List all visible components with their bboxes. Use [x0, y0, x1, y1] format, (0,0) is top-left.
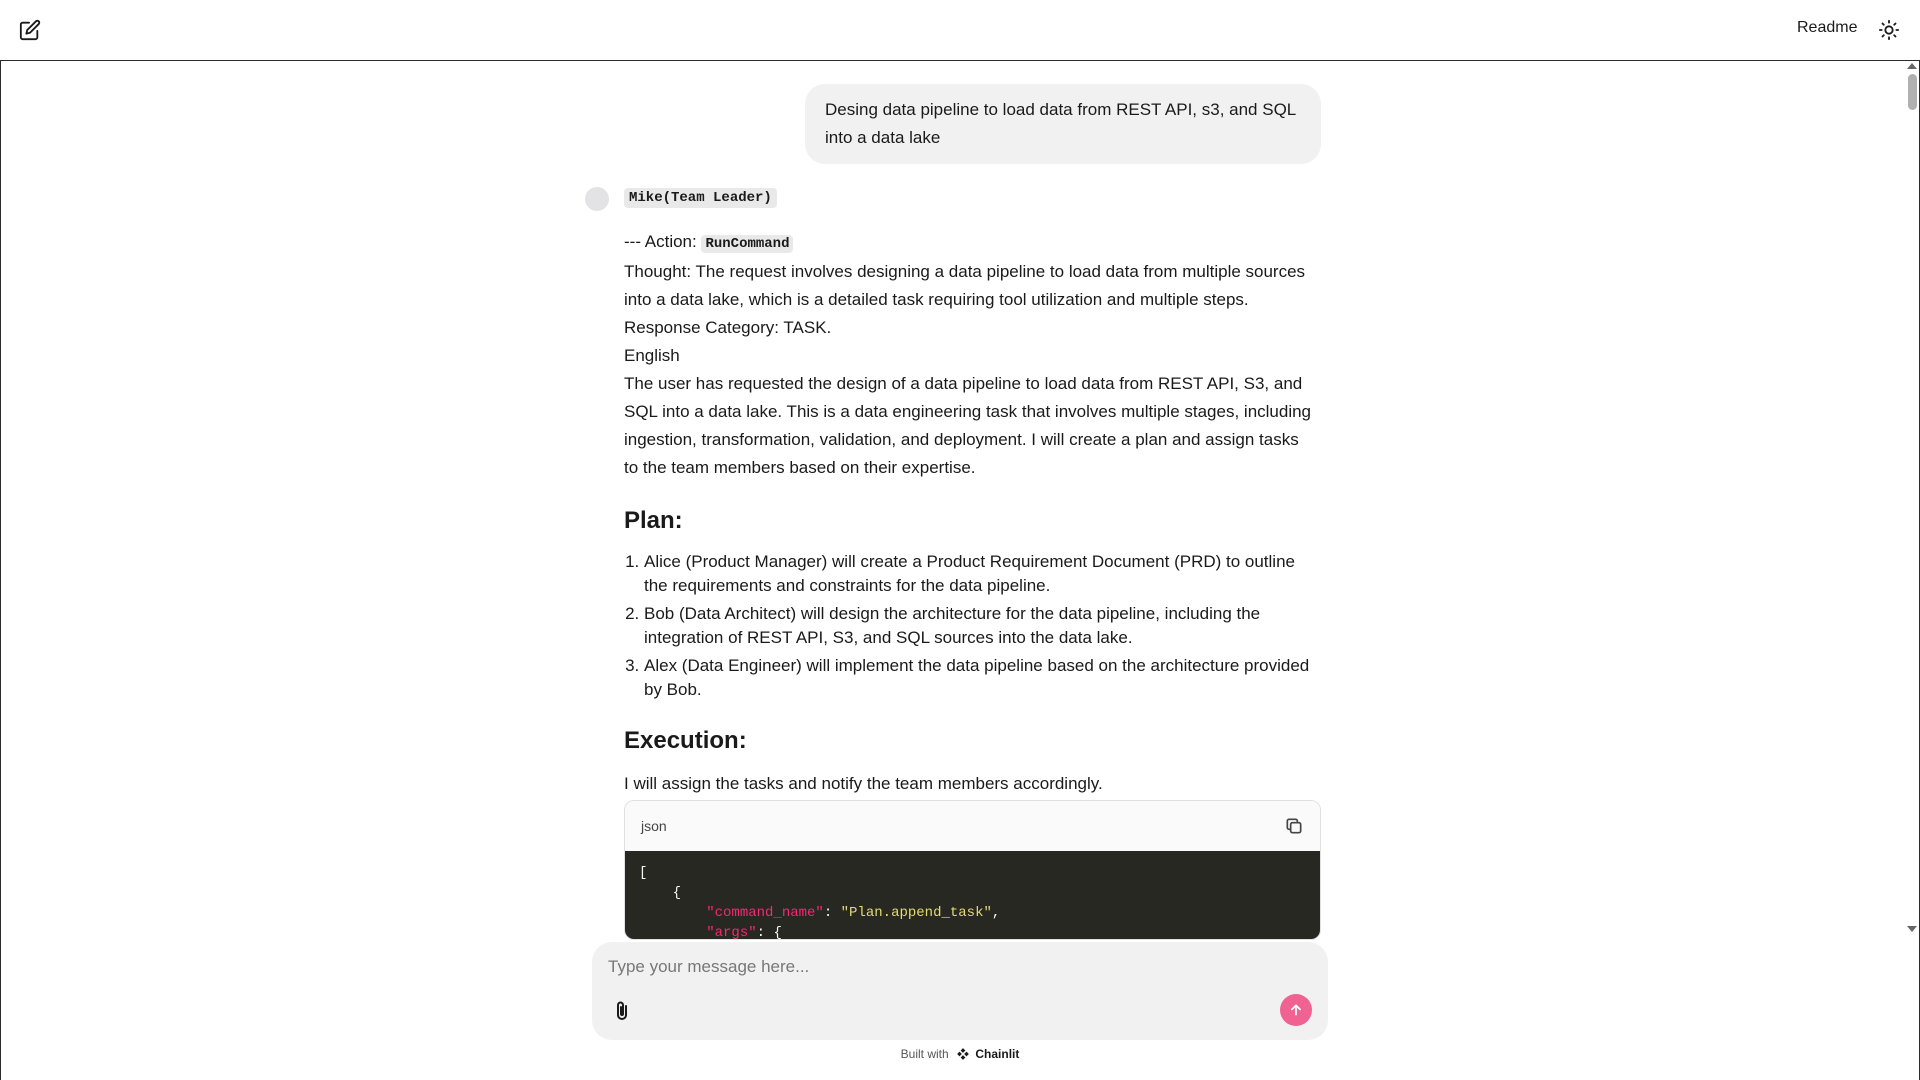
- code-punct: ,: [991, 905, 1001, 921]
- readme-button[interactable]: Readme: [1797, 19, 1858, 36]
- code-line: {: [639, 885, 682, 901]
- execution-heading: Execution:: [624, 727, 747, 754]
- plan-heading: Plan:: [624, 507, 683, 534]
- intro-text: The user has requested the design of a data pipeline to load data from REST API, S3, and SQL into a data lake. This is a data engineering task that involves multiple stages, including ingestion, transformation, validation, and deployment. I will create a plan and assign tasks to the team members based on their expertise.: [624, 374, 1312, 477]
- footer: [0, 1047, 1920, 1061]
- language-label: English: [624, 346, 680, 365]
- paperclip-icon[interactable]: [610, 1000, 634, 1024]
- assistant-message: [624, 228, 1316, 798]
- code-block-header: [625, 801, 1320, 851]
- user-message-text: Desing data pipeline to load data from REST API, s3, and SQL into a data lake: [825, 100, 1296, 147]
- code-key: "args": [706, 925, 757, 940]
- plan-item: 1. Alice (Product Manager) will create a Product Requirement Document (PRD) to outline the requirements and constraints for the data pipeline.: [644, 550, 1316, 598]
- message-composer: [592, 942, 1328, 1040]
- action-name: RunCommand: [701, 235, 793, 253]
- code-string: "Plan.append_task": [840, 905, 992, 921]
- code-punct: : {: [756, 925, 782, 940]
- code-line: [: [639, 865, 648, 881]
- user-message: [805, 84, 1321, 164]
- code-line: [639, 903, 1306, 923]
- code-key: "command_name": [706, 905, 824, 921]
- code-block: [624, 800, 1321, 940]
- code-content: [625, 851, 1320, 940]
- message-input[interactable]: [608, 952, 1308, 982]
- top-bar: [0, 0, 1920, 60]
- arrow-up-icon: [1289, 1003, 1303, 1017]
- scroll-down-arrow-icon[interactable]: [1907, 926, 1917, 932]
- execution-text: I will assign the tasks and notify the team members accordingly.: [624, 774, 1103, 793]
- code-line: [639, 923, 1306, 940]
- message-author: Mike(Team Leader): [624, 188, 777, 208]
- code-language: json: [641, 818, 667, 834]
- code-punct: :: [823, 905, 841, 921]
- built-with-label: Built with: [900, 1047, 949, 1061]
- plan-item: 3. Alex (Data Engineer) will implement the data pipeline based on the architecture provided by Bob.: [644, 654, 1316, 702]
- scrollbar-thumb[interactable]: [1908, 74, 1917, 110]
- thought-text: Thought: The request involves designing a data pipeline to load data from multiple sources into a data lake, which is a detailed task requiring tool utilization and multiple steps.: [624, 262, 1306, 309]
- action-prefix: --- Action:: [624, 232, 702, 251]
- action-line: [624, 228, 1316, 258]
- chainlit-logo-icon: [956, 1047, 970, 1061]
- plan-item: 2. Bob (Data Architect) will design the architecture for the data pipeline, including the integration of REST API, S3, and SQL sources into the data lake.: [644, 602, 1316, 650]
- scrollbar[interactable]: [1904, 61, 1920, 936]
- copy-icon[interactable]: [1284, 816, 1304, 836]
- response-category: Response Category: TASK.: [624, 318, 832, 337]
- avatar: [585, 187, 609, 211]
- sun-icon[interactable]: [1878, 19, 1900, 41]
- send-button[interactable]: [1280, 994, 1312, 1026]
- chainlit-brand[interactable]: Chainlit: [975, 1047, 1020, 1061]
- edit-icon[interactable]: [19, 19, 41, 41]
- plan-list: [644, 550, 1316, 702]
- scroll-up-arrow-icon[interactable]: [1907, 63, 1917, 69]
